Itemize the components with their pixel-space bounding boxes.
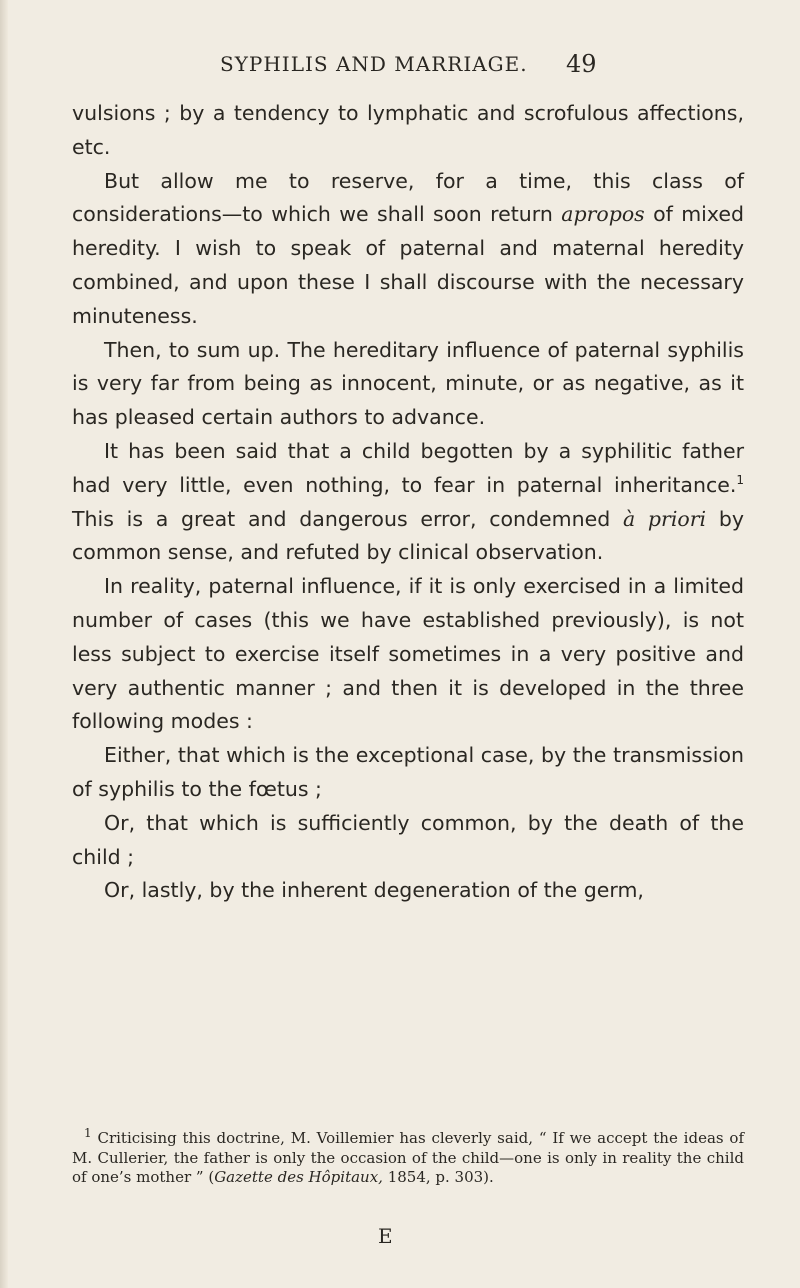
paragraph-text: Or, that which is sufficiently common, by the death of the child ; <box>72 810 744 869</box>
paragraph <box>72 165 744 334</box>
paragraph-text: of mixed heredity. I wish to speak of paternal and maternal heredity combined, and upon these I shall discourse with the necessary minuteness. <box>72 202 744 328</box>
footnote <box>72 1126 744 1188</box>
paragraph <box>72 97 744 165</box>
paragraph-text: vulsions ; by a tendency to lymphatic and scrofulous affections, etc. <box>72 101 744 159</box>
italic-term: apropos <box>561 202 645 227</box>
paragraph <box>72 874 744 908</box>
paragraph <box>72 435 744 570</box>
paragraph <box>72 570 744 739</box>
page-number: 49 <box>566 50 597 78</box>
footnote-source: Gazette des Hôpitaux, <box>214 1168 383 1186</box>
paragraph-text: Either, that which is the exceptional case, by the transmission of syphilis to the fœtus ; <box>72 743 744 801</box>
footnote-body: 1854, p. 303). <box>382 1168 494 1186</box>
running-title: SYPHILIS AND MARRIAGE. <box>220 52 528 76</box>
footnote-marker: 1 <box>84 1126 92 1140</box>
paragraph-text: In reality, paternal influence, if it is only exercised in a limited number of cases (this we have established previously), is not less subject to exercise itself sometimes in a very positive and very authentic manner ; and then it is developed in the three following modes : <box>72 574 744 734</box>
page-edge <box>0 0 8 1288</box>
paragraph <box>72 807 744 875</box>
paragraph-text: This is a great and dangerous error, condemned <box>72 506 623 531</box>
footnote-text <box>72 1126 744 1188</box>
footnote-reference: 1 <box>736 472 744 487</box>
paragraph-text: Or, lastly, by the inherent degeneration of the germ, <box>104 878 644 903</box>
paragraph-text: But allow me to reserve, for a time, this class of considerations—to which we shall soon return <box>72 168 744 227</box>
paragraph <box>72 739 744 807</box>
paragraph-text: It has been said that a child begotten by a syphilitic father had very little, even nothing, to fear in paternal inheritance. <box>72 438 744 497</box>
italic-term: à priori <box>622 506 707 531</box>
paragraph-text: Then, to sum up. The hereditary influence of paternal syphilis is very far from being as innocent, minute, or as negative, as it has pleased certain authors to advance. <box>72 337 744 430</box>
body-text <box>72 97 744 908</box>
footnote-body: Criticising this doctrine, M. Voillemier has cleverly said, “ If we accept the ideas of M. Cullerier, the father is only the occasion of the child—one is only in reality the child of one’s mother ” ( <box>72 1129 744 1186</box>
signature-mark: E <box>378 1224 393 1248</box>
paragraph <box>72 334 744 435</box>
paragraph-text: by common sense, and refuted by clinical observation. <box>72 506 744 565</box>
